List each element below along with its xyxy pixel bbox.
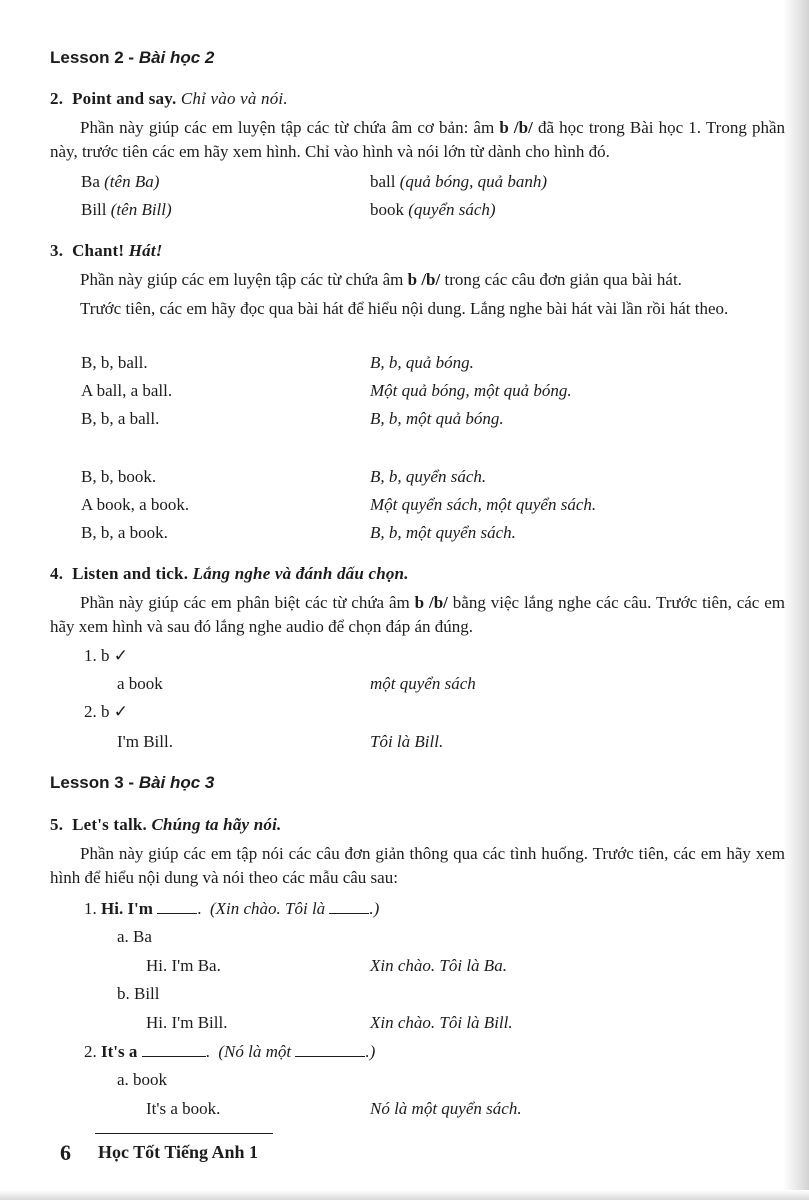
chant-line-6-vi: B, b, một quyển sách. [370, 523, 516, 542]
lesson-title-vi: Bài học 3 [138, 773, 215, 792]
section-2-paragraph [50, 116, 785, 164]
book-title: Học Tốt Tiếng Anh 1 [98, 1142, 259, 1162]
section-3-paragraph-1 [50, 268, 785, 292]
pattern-1-b-en: Hi. I'm Bill. [146, 1013, 228, 1032]
pattern-1-a-vi: Xin chào. Tôi là Ba. [370, 956, 507, 975]
para-text: đã học trong Bài học 1. Trong phần này, trước tiên các em hãy xem hình. Chỉ vào hình và nói lớn từ dành cho hình đó. [50, 118, 785, 161]
para-text: Phần này giúp các em tập nói các câu đơn giản thông qua các tình huống. Trước tiên, các em hãy xem hình để hiểu nội dung và nói theo các mẫu câu sau: [50, 844, 785, 887]
chant-line-5-en: A book, a book. [81, 495, 190, 514]
section-2-heading [50, 88, 288, 110]
pattern-1-option-a: a. Ba [117, 927, 152, 946]
footer-rule [95, 1133, 273, 1134]
section-heading-en: Listen and tick. [72, 564, 189, 583]
pattern-2-a-en: It's a book. [146, 1099, 221, 1118]
section-number: 5. [50, 815, 64, 834]
page-number: 6 [60, 1140, 71, 1165]
word-en: Ba [81, 172, 105, 191]
para-text: Phần này giúp các em luyện tập các từ chứa âm cơ bản: âm [80, 118, 500, 137]
section-heading-vi: Chúng ta hãy nói. [151, 815, 282, 834]
section-3-heading [50, 240, 163, 262]
lesson-title-en: Lesson 3 - [50, 773, 139, 792]
word-en: Bill [81, 200, 111, 219]
pattern-number: 2. [84, 1042, 101, 1061]
pattern-1-option-b: b. Bill [117, 984, 160, 1003]
word-note: (quyển sách) [408, 200, 496, 219]
word-ba [81, 171, 159, 193]
pattern-2-option-a: a. book [117, 1070, 168, 1089]
chant-line-4-vi: B, b, quyển sách. [370, 467, 487, 486]
chant-line-2-vi: Một quả bóng, một quả bóng. [370, 381, 572, 400]
section-heading-vi: Chỉ vào và nói. [180, 89, 288, 108]
pattern-1-a-en: Hi. I'm Ba. [146, 956, 221, 975]
para-text: Phần này giúp các em phân biệt các từ chứa âm [80, 593, 415, 612]
word-en: ball [370, 172, 400, 191]
chant-line-6-en: B, b, a book. [81, 523, 168, 542]
pattern-vi: (Nó là một [218, 1042, 292, 1061]
para-text: trong các câu đơn giản qua bài hát. [440, 270, 682, 289]
word-ball [370, 171, 547, 193]
chant-line-5-vi: Một quyển sách, một quyển sách. [370, 495, 597, 514]
tick-item-2-vi: Tôi là Bill. [370, 732, 444, 751]
tick-item-1-en: a book [117, 674, 163, 693]
answer-blank [142, 1042, 206, 1057]
word-note: (tên Bill) [110, 200, 172, 219]
section-5-heading [50, 814, 281, 836]
chant-line-1-vi: B, b, quả bóng. [370, 353, 474, 372]
pattern-number: 1. [84, 899, 101, 918]
lesson-title-en: Lesson 2 - [50, 48, 139, 67]
pattern-vi-end: .) [369, 899, 380, 918]
chant-line-1-en: B, b, ball. [81, 353, 148, 372]
sound-label: b /b/ [407, 270, 441, 289]
word-en: book [370, 200, 409, 219]
tick-item-2-label: 2. b ✓ [84, 702, 128, 721]
tick-item-2-en: I'm Bill. [117, 732, 173, 751]
pattern-1 [84, 898, 379, 920]
pattern-1-b-vi: Xin chào. Tôi là Bill. [370, 1013, 513, 1032]
word-book [370, 199, 496, 221]
section-5-paragraph [50, 842, 785, 890]
pattern-vi-end: .) [365, 1042, 376, 1061]
answer-blank [329, 899, 369, 914]
section-heading-vi: Hát! [128, 241, 163, 260]
chant-line-3-en: B, b, a ball. [81, 409, 160, 428]
word-note: (quả bóng, quả banh) [399, 172, 548, 191]
section-number: 3. [50, 241, 64, 260]
lesson-2-title [50, 47, 214, 69]
sound-label: b /b/ [414, 593, 448, 612]
section-heading-en: Let's talk. [72, 815, 147, 834]
tick-item-1-label: 1. b ✓ [84, 646, 128, 665]
tick-item-1-vi: một quyển sách [370, 674, 476, 693]
section-4-paragraph [50, 591, 785, 639]
section-heading-vi: Lắng nghe và đánh dấu chọn. [192, 564, 409, 583]
pattern-2 [84, 1041, 375, 1063]
chant-line-2-en: A ball, a ball. [81, 381, 173, 400]
section-4-heading [50, 563, 409, 585]
section-3-paragraph-2 [50, 297, 785, 321]
para-text: Phần này giúp các em luyện tập các từ chứa âm [80, 270, 408, 289]
lesson-3-title [50, 772, 214, 794]
para-text: bằng việc lắng nghe các câu. Trước tiên, các em hãy xem hình và sau đó lắng nghe audio để chọn đáp án đúng. [50, 593, 785, 636]
section-heading-en: Point and say. [72, 89, 177, 108]
para-text: Trước tiên, các em hãy đọc qua bài hát để hiểu nội dung. Lắng nghe bài hát vài lần rồi hát theo. [80, 299, 729, 318]
word-note: (tên Ba) [104, 172, 160, 191]
pattern-en: It's a [101, 1042, 138, 1061]
section-heading-en: Chant! [72, 241, 125, 260]
sound-label: b /b/ [499, 118, 533, 137]
page-edge-shadow [783, 0, 809, 1200]
section-number: 4. [50, 564, 64, 583]
lesson-title-vi: Bài học 2 [138, 48, 215, 67]
pattern-en: Hi. I'm [101, 899, 153, 918]
chant-line-4-en: B, b, book. [81, 467, 157, 486]
pattern-vi: (Xin chào. Tôi là [209, 899, 326, 918]
chant-line-3-vi: B, b, một quả bóng. [370, 409, 504, 428]
page-bottom-edge [0, 1190, 809, 1200]
pattern-end: . [197, 899, 202, 918]
answer-blank [295, 1042, 365, 1057]
answer-blank [157, 899, 197, 914]
word-bill [81, 199, 172, 221]
pattern-end: . [205, 1042, 210, 1061]
pattern-2-a-vi: Nó là một quyển sách. [370, 1099, 522, 1118]
section-number: 2. [50, 89, 64, 108]
